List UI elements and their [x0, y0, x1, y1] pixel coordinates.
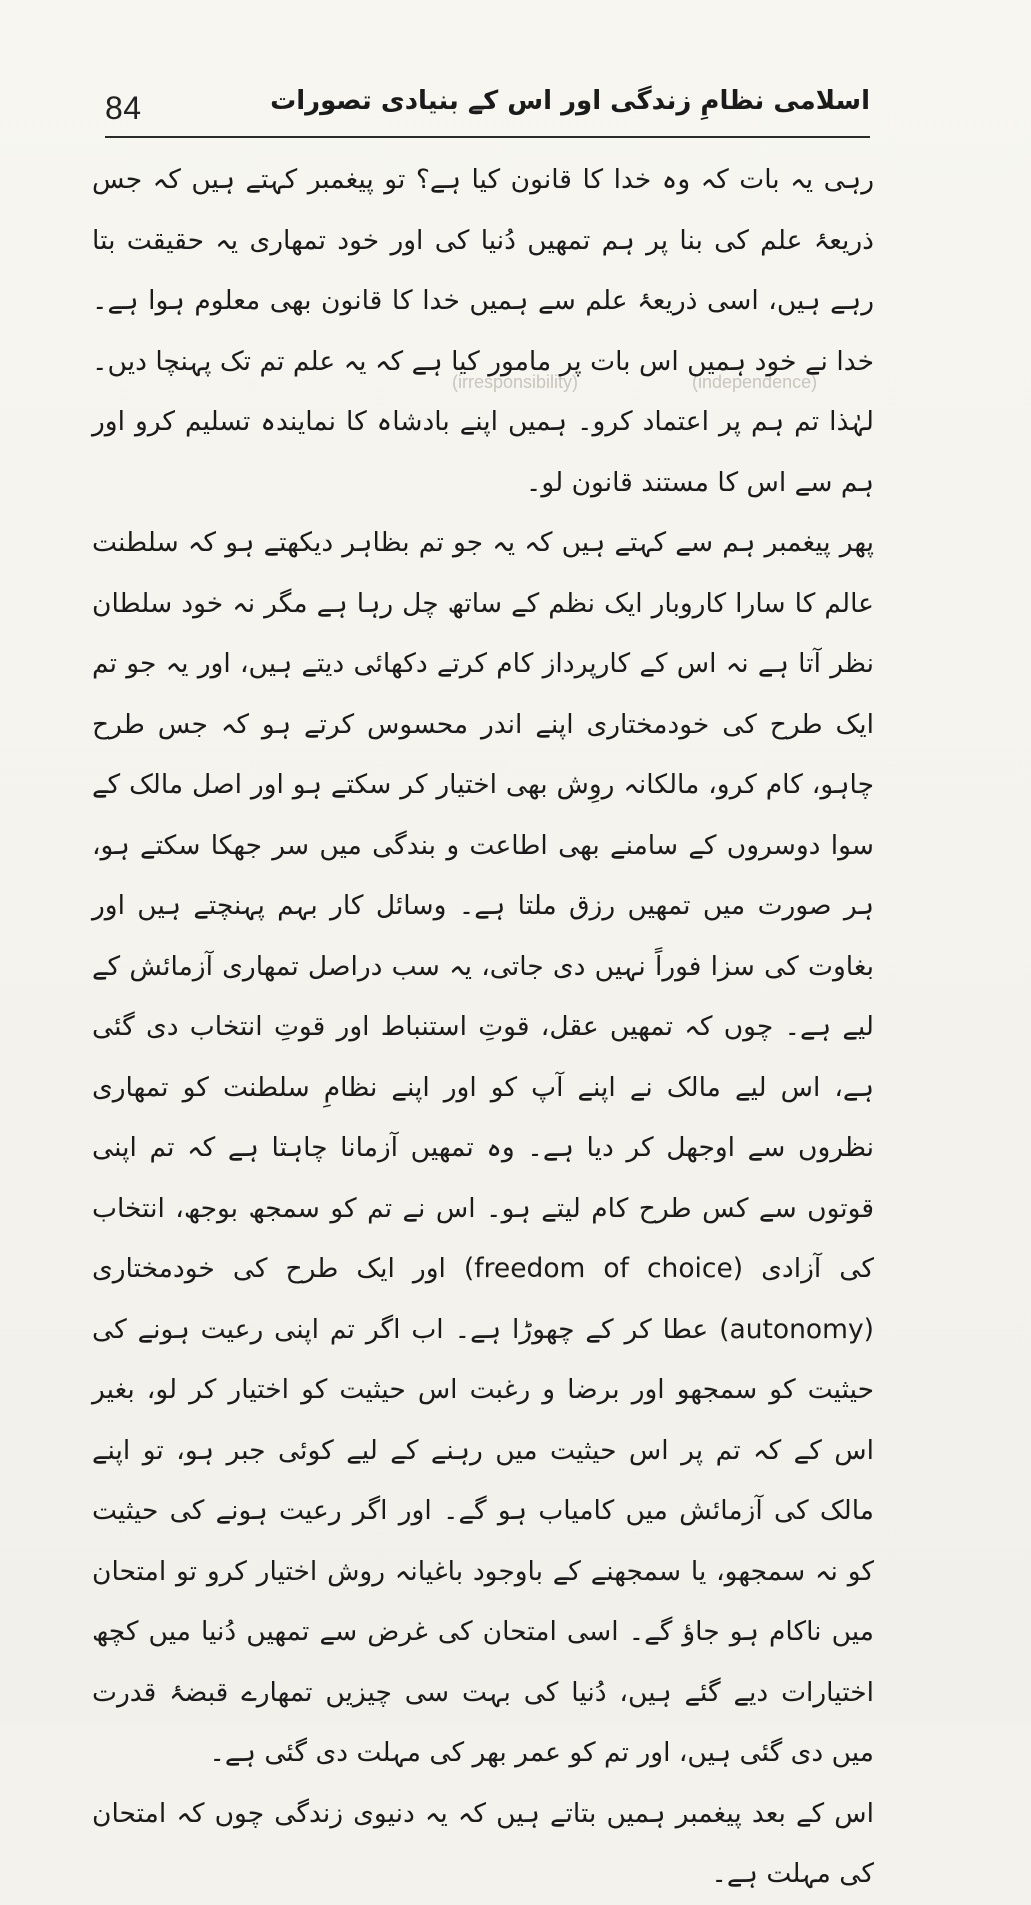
header-rule	[105, 136, 870, 138]
page-number: 84	[105, 90, 142, 126]
paragraph: اس کے بعد پیغمبر ہمیں بتاتے ہیں کہ یہ دنیوی زندگی چوں کہ امتحان کی مہلت ہے۔	[92, 1797, 874, 1889]
paragraph: رہی یہ بات کہ وہ خدا کا قانون کیا ہے؟ تو پیغمبر کہتے ہیں کہ جس ذریعۂ علم کی بنا پر ہم تمھیں دُنیا کی اور خود تمھاری یہ حقیقت بتا رہے ہیں، اسی ذریعۂ علم سے ہمیں خدا کا قانون بھی معلوم ہوا ہے۔ خدا نے خود ہمیں اس بات پر مامور کیا ہے کہ یہ علم تم تک پہنچا دیں۔ لہٰذا تم ہم پر اعتماد کرو۔ ہمیں اپنے بادشاہ کا نمایندہ تسلیم کرو اور ہم سے اس کا مستند قانون لو۔	[92, 164, 874, 498]
bleed-through-text: (independence)	[692, 372, 818, 392]
body-text	[92, 150, 874, 1905]
bleed-through-text: (irresponsibility)	[452, 372, 579, 392]
page-header	[105, 86, 870, 136]
running-title: اسلامی نظامِ زندگی اور اس کے بنیادی تصورات	[270, 86, 870, 116]
paragraph: پھر پیغمبر ہم سے کہتے ہیں کہ یہ جو تم بظاہر دیکھتے ہو کہ سلطنت عالم کا سارا کاروبار ایک نظم کے ساتھ چل رہا ہے مگر نہ خود سلطان نظر آتا ہے نہ اس کے کارپرداز کام کرتے دکھائی دیتے ہیں، اور یہ جو تم ایک طرح کی خودمختاری اپنے اندر محسوس کرتے ہو کہ جس طرح چاہو، کام کرو، مالکانہ روِش بھی اختیار کر سکتے ہو اور اصل مالک کے سوا دوسروں کے سامنے بھی اطاعت و بندگی میں سر جھکا سکتے ہو، ہر صورت میں تمھیں رزق ملتا ہے۔ وسائل کار بہم پہنچتے ہیں اور بغاوت کی سزا فوراً نہیں دی جاتی، یہ سب دراصل تمھاری آزمائش کے لیے ہے۔ چوں کہ تمھیں عقل، قوتِ استنباط اور قوتِ انتخاب دی گئی ہے، اس لیے مالک نے اپنے آپ کو اور اپنے نظامِ سلطنت کو تمھاری نظروں سے اوجھل کر دیا ہے۔ وہ تمھیں آزمانا چاہتا ہے کہ تم اپنی قوتوں سے کس طرح کام لیتے ہو۔ اس نے تم کو سمجھ بوجھ، انتخاب کی آزادی (freedom of choice) اور ایک طرح کی خودمختاری (autonomy) عطا کر کے چھوڑا ہے۔ اب اگر تم اپنی رعیت ہونے کی حیثیت کو سمجھو اور برضا و رغبت اس حیثیت کو اختیار کر لو، بغیر اس کے کہ تم پر اس حیثیت میں رہنے کے لیے کوئی جبر ہو، تو اپنے مالک کی آزمائش میں کامیاب ہو گے۔ اور اگر رعیت ہونے کی حیثیت کو نہ سمجھو، یا سمجھنے کے باوجود باغیانہ روش اختیار کرو تو امتحان میں ناکام ہو جاؤ گے۔ اسی امتحان کی غرض سے تمھیں دُنیا میں کچھ اختیارات دیے گئے ہیں، دُنیا کی بہت سی چیزیں تمھارے قبضۂ قدرت میں دی گئی ہیں، اور تم کو عمر بھر کی مہلت دی گئی ہے۔	[92, 527, 874, 1768]
